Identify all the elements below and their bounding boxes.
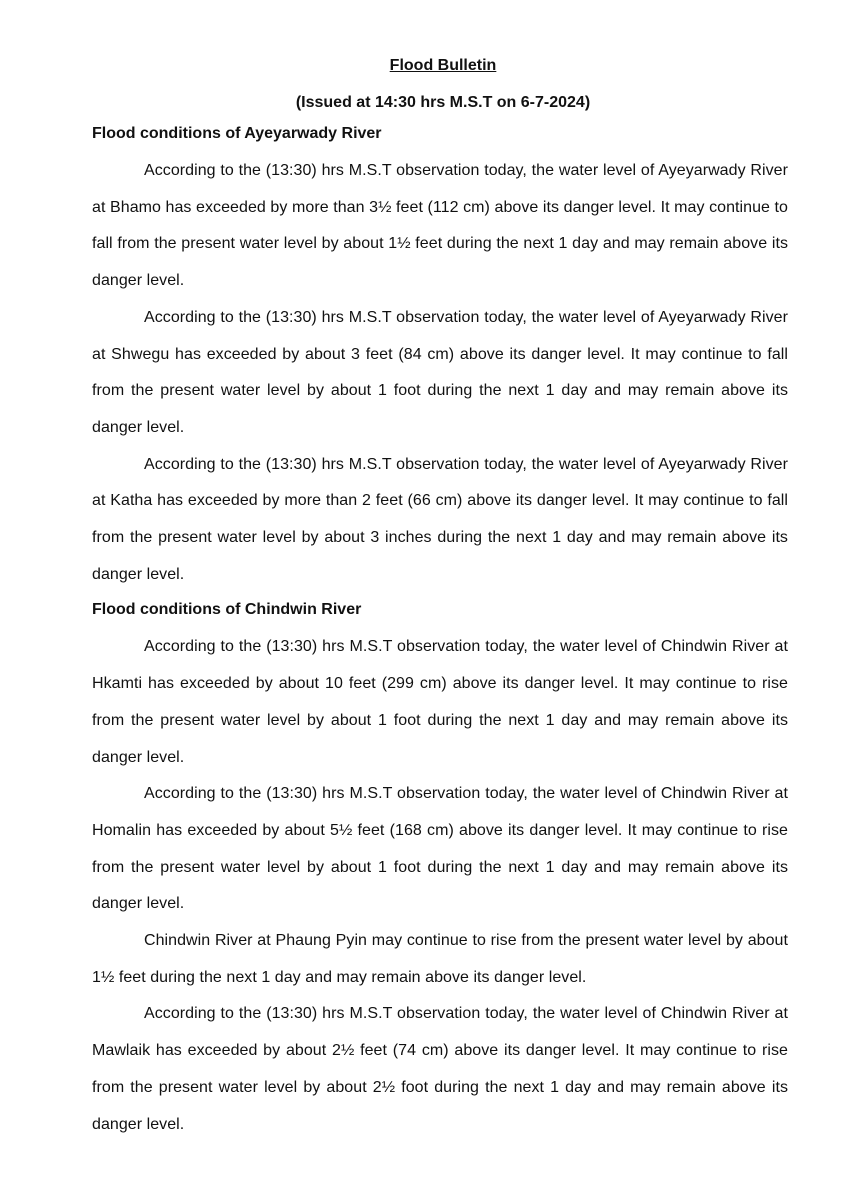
paragraph-hkamti: According to the (13:30) hrs M.S.T observation today, the water level of Chindwin River at Hkamti has exceeded by about 10 feet (299 cm) above its danger level. It may continue to rise from the present water level by about 1 foot during the next 1 day and may remain above its danger level. bbox=[92, 638, 788, 766]
ayeyarwady-section bbox=[92, 123, 788, 593]
paragraph-bhamo: According to the (13:30) hrs M.S.T observation today, the water level of Ayeyarwady River at Bhamo has exceeded by more than 3½ feet (112 cm) above its danger level. It may continue to fall from the present water level by about 1½ feet during the next 1 day and may remain above its danger level. bbox=[92, 162, 788, 290]
paragraph-shwegu: According to the (13:30) hrs M.S.T observation today, the water level of Ayeyarwady River at Shwegu has exceeded by about 3 feet (84 cm) above its danger level. It may continue to fall from the present water level by about 1 foot during the next 1 day and may remain above its danger level. bbox=[92, 308, 788, 436]
bulletin-page bbox=[92, 52, 788, 1143]
paragraph-phaung-pyin: Chindwin River at Phaung Pyin may continue to rise from the present water level by about 1½ feet during the next 1 day and may remain above its danger level. bbox=[92, 932, 788, 986]
paragraph-mawlaik: According to the (13:30) hrs M.S.T observation today, the water level of Chindwin River at Mawlaik has exceeded by about 2½ feet (74 cm) above its danger level. It may continue to rise from the present water level by about 2½ foot during the next 1 day and may remain above its danger level. bbox=[92, 1005, 788, 1133]
paragraph-katha: According to the (13:30) hrs M.S.T observation today, the water level of Ayeyarwady River at Katha has exceeded by more than 2 feet (66 cm) above its danger level. It may continue to fall from the present water level by about 3 inches during the next 1 day and may remain above its danger level. bbox=[92, 455, 788, 583]
bulletin-title: Flood Bulletin bbox=[389, 57, 497, 74]
issued-timestamp: (Issued at 14:30 hrs M.S.T on 6-7-2024) bbox=[295, 94, 591, 111]
section-heading-ayeyarwady: Flood conditions of Ayeyarwady River bbox=[92, 125, 382, 142]
paragraph-homalin: According to the (13:30) hrs M.S.T observation today, the water level of Chindwin River at Homalin has exceeded by about 5½ feet (168 cm) above its danger level. It may continue to rise from the present water level by about 1 foot during the next 1 day and may remain above its danger level. bbox=[92, 785, 788, 913]
section-heading-chindwin: Flood conditions of Chindwin River bbox=[92, 601, 362, 619]
chindwin-section bbox=[92, 599, 788, 1143]
